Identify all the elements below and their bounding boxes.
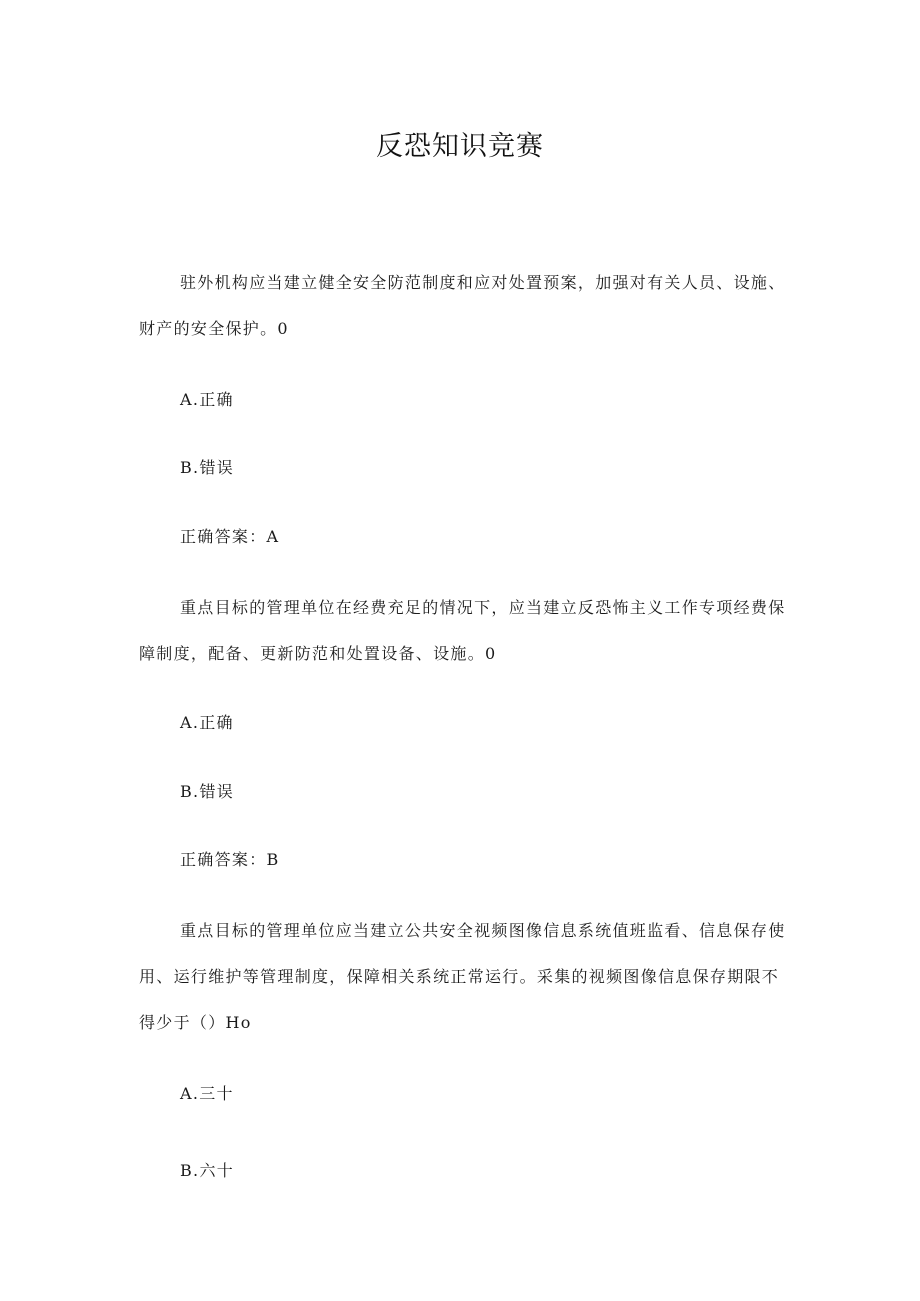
question-2-option-a: A.正确 [180,713,234,732]
question-3-option-a: A.三十 [180,1084,234,1103]
document-title: 反恐知识竞赛 [376,131,544,162]
question-1-text: 驻外机构应当建立健全安全防范制度和应对处置预案，加强对有关人员、设施、财产的安全保护。0 [139,273,786,338]
question-1-option-a: A.正确 [180,390,234,409]
question-2-text: 重点目标的管理单位在经费充足的情况下，应当建立反恐怖主义工作专项经费保障制度，配备、更新防范和处置设备、设施。0 [139,598,786,663]
question-1-option-b: B.错误 [180,458,235,477]
question-3-option-b: B.六十 [180,1161,235,1180]
question-2-answer: 正确答案：B [180,850,280,869]
question-1-answer: 正确答案：A [180,527,280,546]
question-2-option-b: B.错误 [180,782,235,801]
question-3-text: 重点目标的管理单位应当建立公共安全视频图像信息系统值班监看、信息保存使用、运行维护等管理制度，保障相关系统正常运行。采集的视频图像信息保存期限不得少于（）Ho [139,921,786,1032]
